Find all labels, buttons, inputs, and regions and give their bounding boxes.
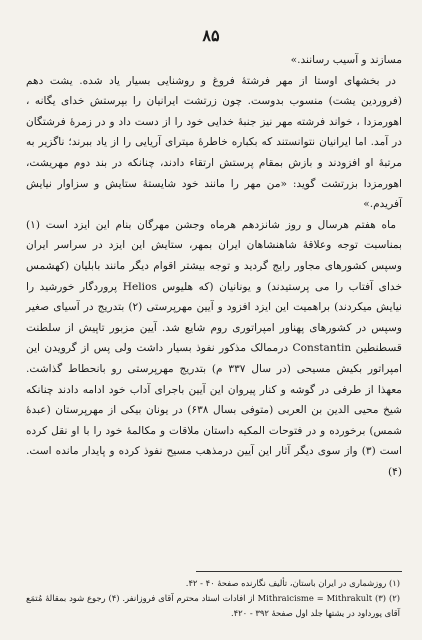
footnotes — [26, 576, 400, 620]
paragraph-mithraism-spread: ماه هفتم هرسال و روز شانزدهم هرماه وجشن مهرگان بنام این ایزد است (۱) بمناسبت توجه وعلاقهٔ شاهنشاهان ایران بمهر، ستایش این ایزد در سراسر ایران وسپس کشورهای مجاور رایج گردید و توجه بیشتر اقوام دیگر مانند بابلیان (کهشمس خدای آفتاب را می پرستیدند) و یونانیان (که هلیوس Helios پروردگار خورشید را نیایش میکردند) براهمیت این ایزد افزود و آیین مهرپرستی (۲) بتدریج در آسیای صغیر وسپس در کشورهای پهناور امپراتوری روم شایع شد. آیین مزبور تاپیش از سلطنت قسطنطین Constantin درممالک مذکور نفوذ بسیار داشت ولی پس از گرویدن این امپراتور بکیش مسیحی (در سال ۳۳۷ م) بتدریج مهرپرستی رو بانحطاط گذاشت. معهذا از طرفی در گوشه و کنار پیروان این آیین باجرای آداب خود ادامه دادند چنانکه شیخ محیی الدین بن العربی (متوفی بسال ۶۳۸) در یونان بیکی از مهرپرستان (عبدهٔ شمس) برخورده و در فتوحات المکیه داستان ملاقات و مکالمهٔ خود را با او نقل کرده است (۳) واز سوی دیگر آثار این آیین درمذهب مسیح نفوذ کرده و پایدار مانده است. (۴) — [26, 218, 403, 478]
body-text — [26, 50, 402, 482]
page-number: ۸۵ — [202, 26, 220, 45]
intro-line: مسازند و آسیب رسانند.» — [290, 54, 402, 66]
footnote-2-3-4: (۲) Mithraicisme = Mithrakult (۳) از افادات استاد محترم آقای فروزانفر. (۴) رجوع شود بمقالهٔ مُتمَع آقای پورداود در یشتها جلد اول صفحهٔ ۳۹۲ - ۴۲۰. — [26, 592, 400, 618]
footnote-divider — [196, 571, 402, 572]
paragraph-mehr-in-avesta: در بخشهای اوستا از مهر فرشتهٔ فروغ و روشنایی بسیار یاد شده. یشت دهم (فروردین یشت) منسوب بدوست. چون زرتشت ایرانیان را بپرستش خدای یگانه ، اهورمزدا ، خواند فرشته مهر نیز جنبهٔ خدایی خود را از دست داد و در زمرهٔ فرشتگان در آمد. اما ایرانیان نتوانستند که بکباره خاطرهٔ میترای آریایی را از یاد ببرند؛ ناگزیر به مرتبهٔ او افزودند و بازش بمقام پرستش ارتقاء دادند، چنانکه در بند دوم مهریشت، اهورمزدا بزرتشت گوید: «من مهر را مانند خود شایستهٔ ستایش و سزاوار نیایش آفریدم.» — [26, 74, 402, 211]
footnote-1: (۱) روزشماری در ایران باستان، تألیف نگارنده صفحهٔ ۴۰ - ۴۲. — [185, 578, 400, 588]
